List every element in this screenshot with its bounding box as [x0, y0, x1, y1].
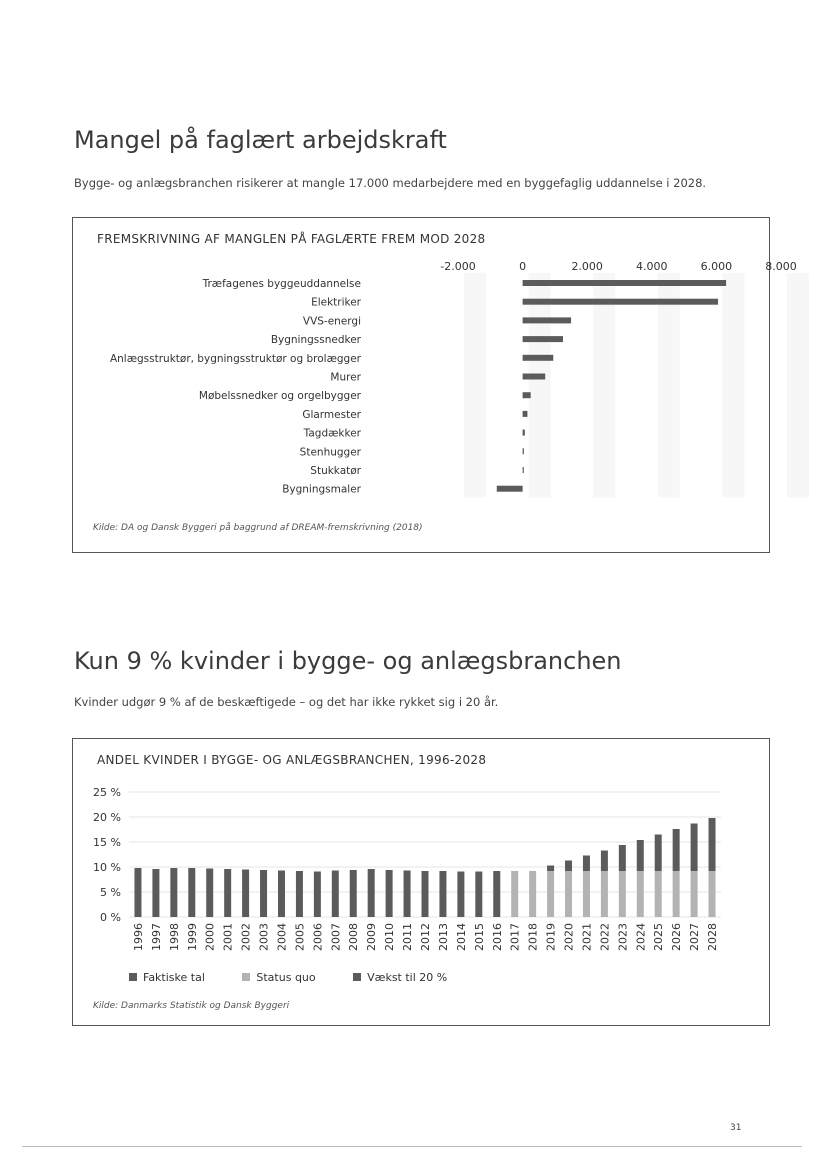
bar-status-quo: [619, 871, 626, 917]
legend-label-faktiske: Faktiske tal: [143, 971, 205, 984]
x-tick-label: 2000: [203, 923, 217, 951]
bar: [523, 467, 524, 473]
y-tick-label: 0 %: [100, 911, 121, 924]
x-tick-label: 2022: [598, 923, 612, 951]
x-tick-label: 2005: [293, 923, 307, 951]
section1-lead: Bygge- og anlægsbranchen risikerer at mangle 17.000 medarbejdere med en byggefaglig uddannelse i 2028.: [74, 176, 707, 190]
category-label: Bygningsmaler: [282, 483, 361, 496]
grid-band: [593, 273, 615, 497]
y-tick-label: 10 %: [93, 861, 121, 874]
women-chart: [73, 775, 769, 995]
category-label: VVS-energi: [302, 315, 361, 328]
x-tick-label: 2020: [562, 923, 576, 951]
bar: [523, 411, 528, 417]
category-label: Elektriker: [311, 296, 361, 309]
bar-status-quo: [529, 871, 536, 917]
bar-status-quo: [583, 871, 590, 917]
bar-status-quo: [565, 871, 572, 917]
bar: [523, 280, 726, 286]
x-tick-label: 2002: [239, 923, 253, 951]
shortage-chart-title: FREMSKRIVNING AF MANGLEN PÅ FAGLÆRTE FREM MOD 2028: [97, 232, 486, 246]
bar-faktiske: [332, 871, 339, 918]
bar: [523, 355, 554, 361]
bar-faktiske: [260, 870, 267, 917]
x-tick-label: 2003: [257, 923, 271, 951]
bar: [523, 299, 718, 305]
legend: [129, 971, 447, 984]
x-tick-label: 2018: [526, 923, 540, 951]
category-label: Glarmester: [302, 408, 361, 421]
women-chart-box: [72, 738, 770, 1026]
x-tick-label: 2012: [419, 923, 432, 951]
x-tick-label: 2011: [401, 923, 415, 951]
bar-faktiske: [475, 872, 482, 918]
y-tick-label: 20 %: [93, 811, 121, 824]
legend-label-status: Status quo: [256, 971, 316, 984]
x-tick-label: 1996: [131, 923, 145, 951]
x-tick-label: 2015: [472, 923, 486, 951]
bar: [523, 392, 531, 398]
x-tick-label: 2019: [544, 923, 558, 951]
x-tick-label: 2021: [580, 923, 594, 951]
x-tick-label: 1997: [149, 923, 163, 951]
category-label: Murer: [330, 371, 361, 384]
legend-swatch-status: [242, 973, 250, 981]
category-label: Tagdækker: [303, 427, 361, 440]
section2-heading: Kun 9 % kvinder i bygge- og anlægsbranchen: [74, 647, 622, 675]
category-label: Møbelssnedker og orgelbygger: [198, 390, 361, 403]
grid-band: [529, 273, 551, 497]
x-tick-label: 1998: [167, 923, 181, 951]
bar: [523, 430, 525, 436]
x-tick-label: 2016: [490, 923, 504, 951]
y-tick-label: 15 %: [93, 836, 121, 849]
bar-faktiske: [457, 872, 464, 918]
x-tick-label: 2008: [347, 923, 361, 951]
legend-swatch-faktiske: [129, 973, 137, 981]
grid-band: [464, 273, 486, 497]
bottom-rule: [22, 1146, 802, 1147]
x-tick-label: 2027: [688, 923, 702, 951]
shortage-chart-source: Kilde: DA og Dansk Byggeri på baggrund af DREAM-fremskrivning (2018): [93, 523, 423, 533]
bar-status-quo: [691, 871, 698, 917]
bar-status-quo: [601, 871, 608, 917]
x-tick-label: 0: [519, 260, 527, 273]
page-number: 31: [730, 1123, 742, 1133]
x-tick-label: 2007: [329, 923, 343, 951]
bar-vaekst: [565, 861, 572, 872]
x-tick-label: 2014: [454, 923, 468, 951]
women-chart-title: ANDEL KVINDER I BYGGE- OG ANLÆGSBRANCHEN, 1996-2028: [97, 753, 487, 767]
bar: [523, 448, 524, 454]
bar-status-quo: [511, 871, 518, 917]
legend-label-vaekst: Vækst til 20 %: [367, 971, 448, 984]
bar-vaekst: [691, 824, 698, 872]
bar-faktiske: [188, 868, 195, 917]
bar: [523, 336, 563, 342]
x-tick-label: 2004: [275, 923, 289, 951]
bar: [497, 486, 523, 492]
bar-faktiske: [152, 869, 159, 917]
bar-faktiske: [170, 868, 177, 917]
bar-vaekst: [601, 851, 608, 872]
bar-status-quo: [547, 871, 554, 917]
bar: [523, 317, 571, 323]
bar-vaekst: [709, 818, 716, 871]
bar-vaekst: [583, 856, 590, 872]
grid-band: [658, 273, 680, 497]
bar-faktiske: [242, 870, 249, 918]
bar-status-quo: [673, 871, 680, 917]
bar-vaekst: [547, 866, 554, 872]
bar-vaekst: [637, 840, 644, 871]
bar-faktiske: [296, 871, 303, 917]
bar-status-quo: [655, 871, 662, 917]
x-tick-label: 2028: [706, 923, 720, 951]
x-tick-label: 2001: [221, 923, 235, 951]
x-tick-label: 1999: [185, 923, 199, 951]
grid-band: [787, 273, 809, 497]
bar-vaekst: [673, 829, 680, 871]
bar-faktiske: [278, 871, 285, 918]
bar-faktiske: [206, 869, 213, 918]
x-tick-label: 2006: [311, 923, 325, 951]
bar-faktiske: [224, 869, 231, 917]
category-label: Stukkatør: [310, 465, 361, 477]
y-tick-label: 5 %: [100, 886, 121, 899]
grid-band: [722, 273, 744, 497]
bar-status-quo: [637, 871, 644, 917]
bar-faktiske: [368, 869, 375, 917]
legend-swatch-vaekst: [353, 973, 361, 981]
x-tick-label: 6.000: [700, 260, 733, 273]
bar-faktiske: [386, 870, 393, 917]
section1-heading: Mangel på faglært arbejdskraft: [74, 126, 447, 154]
x-tick-label: 2025: [652, 923, 666, 951]
x-tick-label: 8.000: [765, 260, 797, 273]
x-tick-label: 4.000: [636, 260, 668, 273]
bar-faktiske: [404, 871, 411, 918]
category-label: Træfagenes byggeuddannelse: [202, 278, 361, 290]
bar-faktiske: [350, 870, 357, 917]
x-tick-label: 2009: [365, 923, 379, 951]
category-label: Stenhugger: [299, 446, 361, 459]
shortage-chart: [73, 254, 797, 544]
category-label: Bygningssnedker: [270, 334, 361, 347]
category-label: Anlægsstruktør, bygningsstruktør og brolægger: [109, 352, 361, 365]
x-tick-label: -2.000: [440, 260, 476, 273]
bar: [523, 374, 546, 380]
bar-vaekst: [655, 835, 662, 872]
bar-vaekst: [619, 845, 626, 871]
x-tick-label: 2010: [383, 923, 397, 951]
shortage-chart-box: [72, 217, 797, 553]
bar-faktiske: [134, 868, 141, 917]
x-tick-label: 2026: [670, 923, 684, 951]
bar-faktiske: [439, 871, 446, 917]
y-tick-label: 25 %: [93, 786, 121, 799]
women-chart-source: Kilde: Danmarks Statistik og Dansk Byggeri: [93, 1001, 290, 1011]
bar-faktiske: [314, 872, 321, 918]
x-tick-label: 2024: [634, 923, 648, 951]
x-tick-label: 2023: [616, 923, 630, 951]
x-tick-label: 2013: [436, 923, 450, 951]
bar-faktiske: [493, 871, 500, 917]
section2-lead: Kvinder udgør 9 % af de beskæftigede – og det har ikke rykket sig i 20 år.: [74, 695, 499, 709]
bar-faktiske: [422, 871, 429, 917]
bar-status-quo: [709, 871, 716, 917]
x-tick-label: 2017: [508, 923, 522, 951]
x-tick-label: 2.000: [571, 260, 603, 273]
